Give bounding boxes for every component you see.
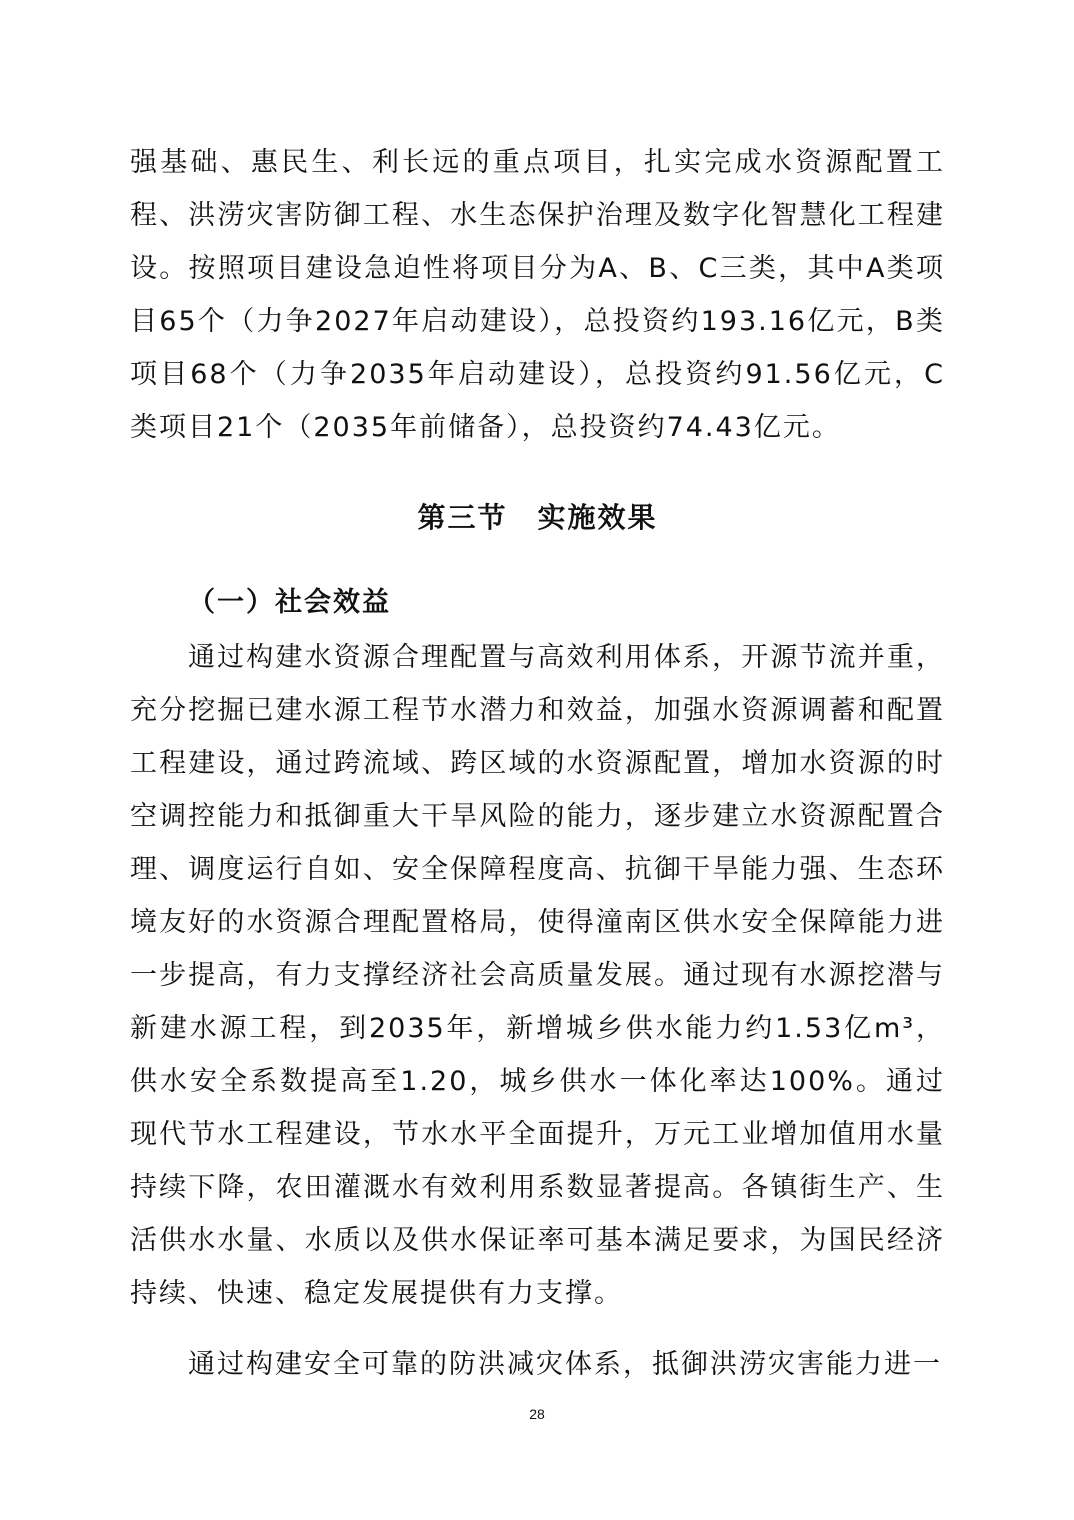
subsection-heading-social-benefit: （一）社会效益 [188, 587, 391, 618]
paragraph-project-classification: 强基础、惠民生、利长远的重点项目，扎实完成水资源配置工程、洪涝灾害防御工程、水生态保护治理及数字化智慧化工程建设。按照项目建设急迫性将项目分为A、B、C三类，其中A类项目65个（力争2027年启动建设），总投资约193.16亿元，B类项目68个（力争2035年启动建设），总投资约91.56亿元，C类项目21个（2035年前储备），总投资约74.43亿元。 [130, 147, 945, 443]
section-heading: 第三节 实施效果 [417, 501, 658, 534]
paragraph-social-benefit-water-supply: 通过构建水资源合理配置与高效利用体系，开源节流并重，充分挖掘已建水源工程节水潜力和效益，加强水资源调蓄和配置工程建设，通过跨流域、跨区域的水资源配置，增加水资源的时空调控能力和抵御重大干旱风险的能力，逐步建立水资源配置合理、调度运行自如、安全保障程度高、抗御干旱能力强、生态环境友好的水资源合理配置格局，使得潼南区供水安全保障能力进一步提高，有力支撑经济社会高质量发展。通过现有水源挖潜与新建水源工程，到2035年，新增城乡供水能力约1.53亿m³，供水安全系数提高至1.20，城乡供水一体化率达100%。通过现代节水工程建设，节水水平全面提升，万元工业增加值用水量持续下降，农田灌溉水有效利用系数显著提高。各镇街生产、生活供水水量、水质以及供水保证率可基本满足要求，为国民经济持续、快速、稳定发展提供有力支撑。 [130, 642, 945, 1309]
page-number: 28 [529, 1406, 545, 1422]
paragraph-social-benefit-flood-control: 通过构建安全可靠的防洪减灾体系，抵御洪涝灾害能力进一 [188, 1349, 942, 1380]
